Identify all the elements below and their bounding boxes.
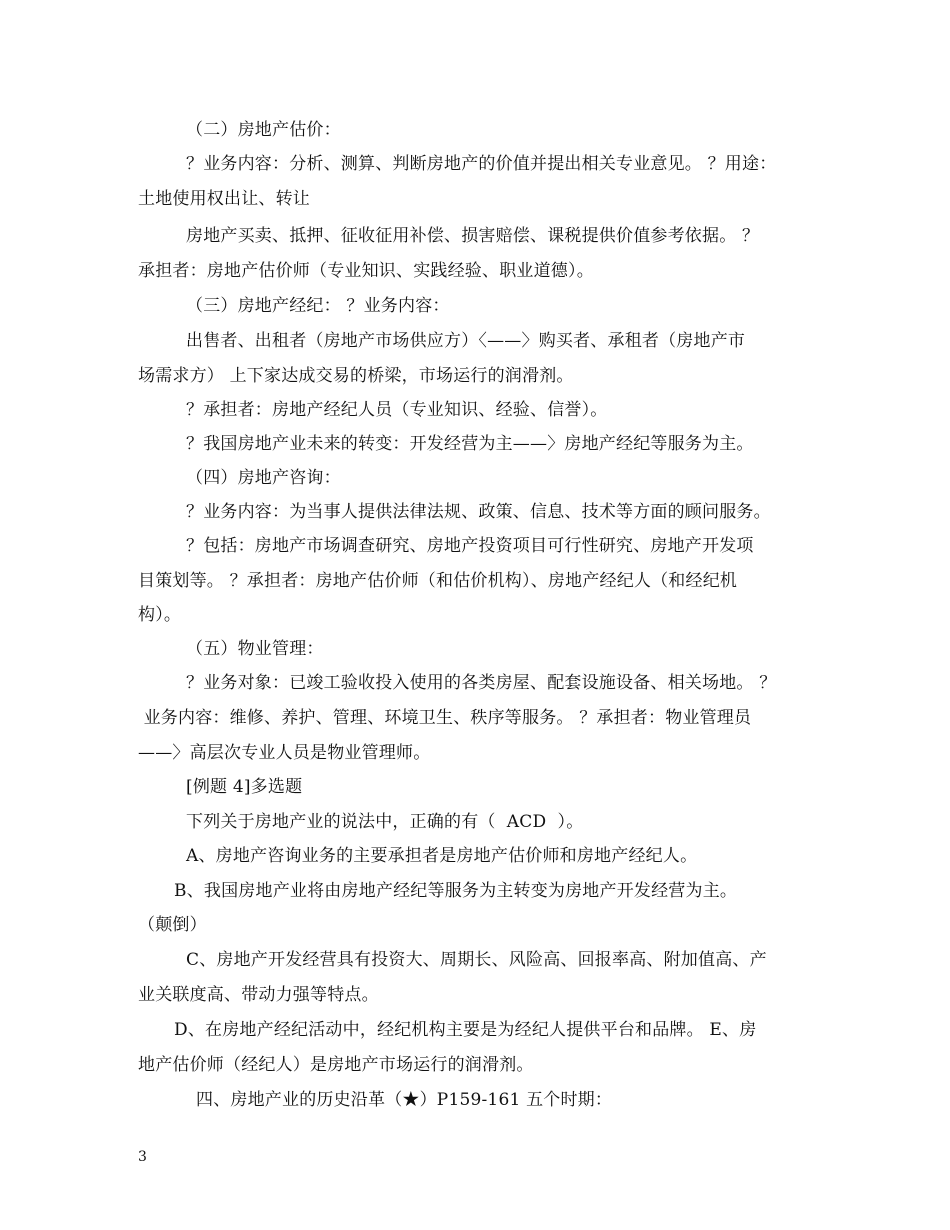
heading-property-management: （五）物业管理： [186,639,324,659]
text-line: 场需求方） 上下家达成交易的桥梁，市场运行的润滑剂。 [138,366,574,386]
text-line: ？包括：房地产市场调查研究、房地产投资项目可行性研究、房地产开发项 [186,536,754,556]
text-line: 构）。 [138,605,182,625]
section-heading-history: 四、房地产业的历史沿革（★）P159-161 五个时期： [196,1090,613,1110]
text-line: ？业务对象：已竣工验收投入使用的各类房屋、配套设施设备、相关场地。 ？ [186,673,777,693]
text-line: 业关联度高、带动力强等特点。 [138,985,379,1005]
text-line: ？承担者：房地产经纪人员（专业知识、经验、信誉）。 [186,400,608,420]
option-d-e: D、在房地产经纪活动中，经纪机构主要是为经纪人提供平台和品牌。 E、房 [174,1020,757,1040]
text-line: 房地产买卖、抵押、征收征用补偿、损害赔偿、课税提供价值参考依据。 ？ [186,226,760,246]
text-line: 承担者：房地产估价师（专业知识、实践经验、职业道德）。 [138,261,594,281]
option-a: A、房地产咨询业务的主要承担者是房地产估价师和房地产经纪人。 [186,846,698,866]
example-heading: [例题 4]多选题 [186,777,303,797]
heading-real-estate-consulting: （四）房地产咨询： [186,468,341,488]
text-line: （颠倒） [138,915,207,935]
text-line: 出售者、出租者（房地产市场供应方）〈——〉购买者、承租者（房地产市 [186,331,746,351]
question-stem: 下列关于房地产业的说法中，正确的有（ ACD ）。 [186,812,584,832]
text-line: ？业务内容：为当事人提供法律法规、政策、信息、技术等方面的顾问服务。 [186,502,771,522]
text-line: 业务内容：维修、养护、管理、环境卫生、秩序等服务。 ？承担者：物业管理员 [138,708,752,728]
text-line: 目策划等。 ？承担者：房地产估价师（和估价机构）、房地产经纪人（和经纪机 [138,571,738,591]
text-line: ——〉高层次专业人员是物业管理师。 [138,743,431,763]
option-c: C、房地产开发经营具有投资大、周期长、风险高、回报率高、附加值高、产 [186,950,767,970]
option-b: B、我国房地产业将由房地产经纪等服务为主转变为房地产开发经营为主。 [174,881,738,901]
text-line: 地产估价师（经纪人）是房地产市场运行的润滑剂。 [138,1055,534,1075]
heading-real-estate-appraisal: （二）房地产估价： [186,120,341,140]
text-line: ？业务内容：分析、测算、判断房地产的价值并提出相关专业意见。 ？用途： [186,154,777,174]
text-line: ？我国房地产业未来的转变：开发经营为主——〉房地产经纪等服务为主。 [186,434,754,454]
text-line: 土地使用权出让、转让 [138,189,310,209]
heading-real-estate-brokerage: （三）房地产经纪： ？业务内容： [186,296,450,316]
page-number: 3 [138,1149,147,1165]
